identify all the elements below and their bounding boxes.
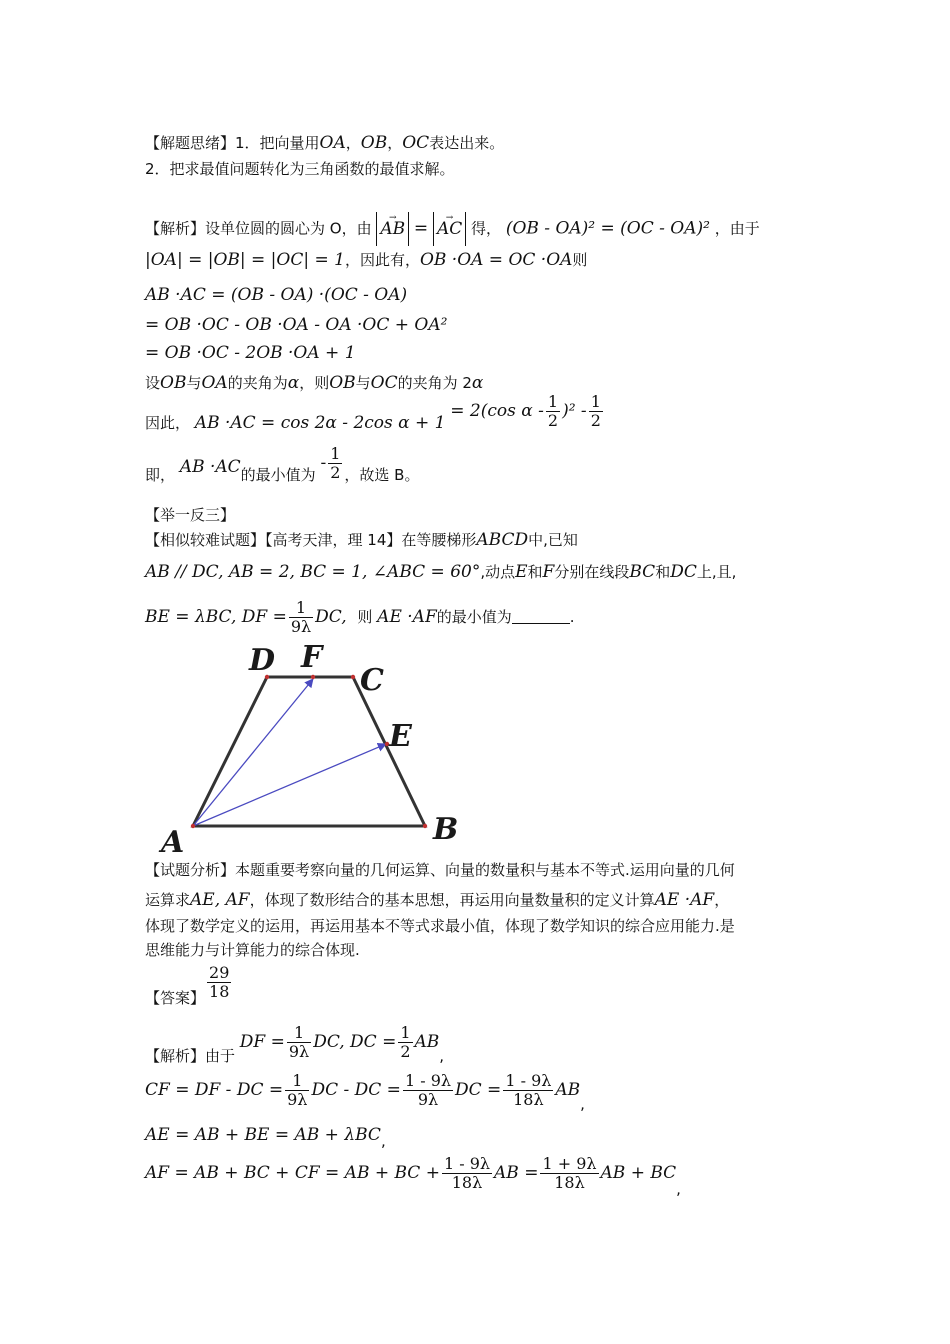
math-expression: DC - DC = [311,1080,401,1100]
label-c: C [360,663,384,698]
math-alpha: α [471,373,484,393]
math-expression: (OB - OA)² = (OC - OA)² [505,218,710,239]
fraction [540,1155,598,1192]
numerator: 1 - 9λ [404,1071,452,1090]
math-expression: DC = [455,1080,502,1100]
denominator: 2 [547,411,559,430]
fraction [285,1072,309,1109]
fraction [328,445,342,482]
text: . [569,608,575,626]
math-oa: OA [319,133,346,153]
denominator: 2 [590,411,601,430]
denominator: 2 [400,1042,411,1061]
denominator: 9λ [287,1090,308,1109]
denominator: 9λ [288,1042,310,1061]
math-expression: DC, [315,607,347,627]
math-expression: OB ·OA = OC ·OA [419,250,573,270]
text: 【解题思绪】1．把向量用 [145,134,320,152]
point-c [351,675,355,679]
text: ， [714,891,730,909]
equation-line-1: AB ·AC = (OB - OA) ·(OC - OA) [145,285,408,305]
numerator: 1 - 9λ [443,1154,491,1173]
text: 设 [145,374,161,392]
text: 的最小值为 [436,608,512,626]
math-expression: DC, DC = [313,1032,397,1052]
denominator: 18 [209,982,230,1001]
label-a: A [161,825,185,855]
analysis-paragraph-line-4: 思维能力与计算能力的综合体现. [145,941,360,959]
analysis-paragraph-line-1: 【试题分析】本题重要考察向量的几何运算、向量的数量积与基本不等式.运用向量的几何 [145,861,735,879]
text: , [439,1047,445,1065]
point-b [423,824,427,828]
math-expression: AB = [494,1163,539,1183]
numerator: 1 - 9λ [505,1071,552,1090]
similar-problem-line-2 [145,562,736,582]
math-expression: AE ·AF [654,890,715,910]
text: 中,已知 [528,531,578,549]
point-f [311,675,315,679]
denominator: 18λ [513,1090,544,1109]
text: 分别在线段 [554,563,630,581]
math-oa: OA [201,373,228,393]
fraction [503,1072,553,1109]
numerator: 1 [400,1023,411,1042]
math-alpha: α [287,373,300,393]
fraction [398,1024,412,1061]
label-e: E [389,719,412,754]
label-f: F [301,640,323,675]
label-d: D [249,643,276,678]
solution-line-3 [145,1125,386,1150]
vector-ab: → AB [380,212,405,246]
denominator: 9λ [417,1090,439,1109]
text: 的最小值为 [240,466,316,484]
fraction [546,393,560,430]
fraction [287,1024,311,1061]
analysis-paragraph-line-3: 体现了数学定义的运用，再运用基本不等式求最小值，体现了数学知识的综合应用能力.是 [145,917,735,935]
fraction [289,599,313,636]
text: ，则 [299,374,330,392]
abs-vector-ac [433,212,466,246]
numerator: 1 [285,1072,309,1091]
numerator: 1 [289,599,313,618]
text: ，由于 [714,219,760,238]
angle-line [145,373,483,393]
math-expression: AE ·AF [377,607,437,627]
numerator: 1 [547,392,559,411]
math-oc: OC [370,373,398,393]
vector-af [193,679,313,826]
math-ob: OB [160,373,187,393]
fraction [589,393,603,430]
text: 【解析】设单位圆的圆心为 O，由 [145,219,372,238]
text: ， [345,134,361,152]
equation-line-2: = OB ·OC - OB ·OA - OA ·OC + OA² [145,315,448,335]
math-expression: AB ·AC [179,457,241,477]
section-heading: 【举一反三】 [145,506,236,524]
label-b: B [433,812,459,847]
text: ， [387,134,403,152]
solution-idea-line-2: 2．把求最值问题转化为三角函数的最值求解。 [145,160,455,178]
numerator: 1 [330,444,341,463]
numerator: 1 [287,1024,311,1043]
text: 与 [186,374,202,392]
math-oc: OC [402,133,430,153]
math-f: F [542,562,555,582]
text: 得， [471,219,502,238]
math-expression: AE, AF [190,890,250,910]
vector-ac: → AC [437,212,462,246]
math-expression: DF = [239,1032,285,1052]
equation-line-3: = OB ·OC - 2OB ·OA + 1 [145,343,356,363]
therefore-line [145,392,605,443]
text: 因此， [145,414,191,432]
text: 表达出来。 [429,134,505,152]
minus: - [320,453,327,473]
solution-line-1 [145,1022,445,1065]
text: 运算求 [145,891,191,909]
text: ，体现了数形结合的基本思想，再运用向量数量积的定义计算 [249,891,655,909]
text: , [380,1132,386,1150]
answer-line [145,962,233,1007]
math-expression: |OA| = |OB| = |OC| = 1 [145,250,345,270]
math-expression: AB ·AC = cos 2α - 2cos α + 1 [194,413,446,433]
denominator: 18λ [451,1173,483,1192]
minimum-line [145,444,420,495]
text: 的夹角为 [227,374,288,392]
text: 则 [572,251,588,269]
math-expression: AB + BC [600,1163,677,1183]
denominator: 9λ [290,617,312,636]
math-expression: BE = λBC, DF = [145,607,287,627]
denominator: 2 [330,463,341,482]
math-e: E [515,562,528,582]
math-dc: DC [670,562,697,582]
analysis-paragraph-line-2 [145,890,729,910]
text: 【解析】由于 [145,1047,236,1065]
analysis-line-1 [145,212,760,246]
math-expression: AB [414,1032,440,1052]
text: , [580,1095,585,1113]
text: 的夹角为 2 [397,374,472,392]
trapezoid-figure [155,640,475,855]
math-expression: = 2(cos α - [450,401,544,421]
math-expression: AE = AB + BE = AB + λBC [145,1125,381,1145]
vector-ae [193,744,386,826]
numerator: 29 [209,963,230,982]
point-a [191,824,195,828]
math-expression: AB // DC, AB = 2, BC = 1, ∠ABC = 60° [145,562,481,582]
text: 上,且, [696,563,737,581]
fraction [403,1072,453,1109]
answer-fraction [207,964,231,1001]
analysis-line-2 [145,250,587,270]
similar-problem-line-3 [145,597,575,637]
text: 和 [655,563,671,581]
text: 【答案】 [145,989,206,1007]
math-expression: AB [555,1080,581,1100]
text: 与 [355,374,371,392]
abs-vector-ab [376,212,409,246]
equals: = [413,218,429,239]
math-expression: CF = DF - DC = [145,1080,284,1100]
numerator: 1 [590,392,601,411]
math-abcd: ABCD [476,530,529,550]
text: ,动点 [480,563,516,581]
solution-line-2 [145,1070,585,1113]
text: 和 [527,563,543,581]
math-expression: AF = AB + BC + CF = AB + BC + [145,1163,440,1183]
text: 【相似较难试题】【高考天津，理 14】在等腰梯形 [145,531,477,549]
text: ，因此有， [344,251,420,269]
text: 则 [357,608,373,626]
math-ob: OB [360,133,388,153]
math-bc: BC [629,562,656,582]
solution-line-4 [145,1153,681,1198]
answer-blank [512,609,570,624]
text: ，故选 B。 [344,466,420,484]
math-ob: OB [329,373,356,393]
numerator: 1 + 9λ [542,1154,597,1173]
solution-idea-line-1 [145,133,504,153]
text: , [676,1180,681,1198]
denominator: 18λ [554,1173,585,1192]
fraction [442,1155,492,1192]
math-expression: )² - [562,401,587,421]
similar-problem-line-1 [145,530,578,550]
text: 即， [145,466,176,484]
